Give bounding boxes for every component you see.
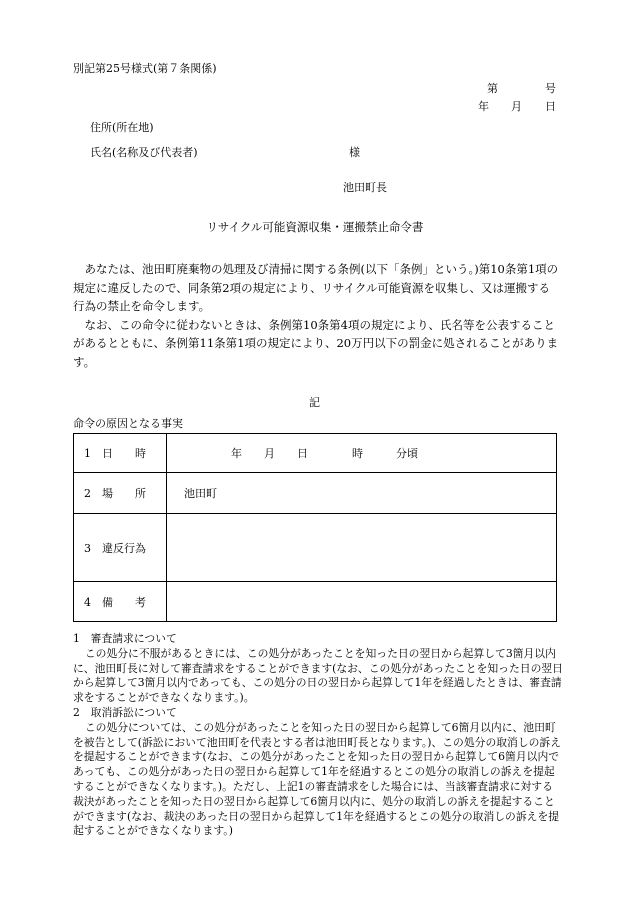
note-text-lawsuit: この処分については、この処分があったことを知った日の翌日から起算して6箇月以内に、池田町を被告として(訴訟において池田町を代表とする者は池田町長となります。)、この処分の取消しの訴えを提起することができます(なお、この処分があったことを知った日の翌日から起算して6箇月以内であっても、この処分があった日の翌日から起算して1年を経過するとこの処分の取消しの訴えを提起することができなくなります。)。ただし、上記1の審査請求をした場合には、当該審査請求に対する裁決があったことを知った日の翌日から起算して6箇月以内に、処分の取消しの訴えを提起することができます(なお、裁決のあった日の翌日から起算して1年を経過するとこの処分の取消しの訴えを提起することができなくなります。) <box>73 720 562 838</box>
facts-row-datetime <box>74 434 557 473</box>
facts-label: 3 違反行為 <box>74 514 167 582</box>
honorific: 様 <box>349 146 360 159</box>
facts-label: 1 日 時 <box>74 434 167 473</box>
notes-section <box>73 632 563 839</box>
facts-row-remarks <box>74 582 557 622</box>
form-number: 別記第25号様式(第７条関係) <box>73 62 217 75</box>
date-month: 月 <box>511 100 522 113</box>
issuer: 池田町長 <box>343 181 387 194</box>
body-paragraph-2: なお、この命令に従わないときは、条例第10条第4項の規定により、氏名等を公表することがあるとともに、条例第11条第1項の規定により、20万円以下の罰金に処されることがあります。 <box>73 317 559 369</box>
note-heading-appeal: 1 審査請求について <box>73 632 177 645</box>
facts-table <box>73 433 557 622</box>
facts-label: 4 備 考 <box>74 582 167 622</box>
facts-row-violation <box>74 514 557 582</box>
document-title: リサイクル可能資源収集・運搬禁止命令書 <box>206 220 424 234</box>
facts-label: 2 場 所 <box>74 473 167 514</box>
facts-row-place <box>74 473 557 514</box>
note-text-appeal: この処分に不服があるときには、この処分があったことを知った日の翌日から起算して3箇月以内に、池田町長に対して審査請求をすることができます(なお、この処分があったことを知った日の翌日から起算して3箇月以内であっても、この処分の日の翌日から起算して1年を経過したときは、審査請求をすることができなくなります。)。 <box>73 646 563 705</box>
date-day: 日 <box>545 100 556 113</box>
facts-heading: 命令の原因となる事実 <box>73 417 183 430</box>
document-number-prefix: 第 <box>487 82 498 95</box>
facts-value: 年 月 日 時 分頃 <box>167 434 557 473</box>
document-number-suffix: 号 <box>545 82 556 95</box>
note-heading-lawsuit: 2 取消訴訟について <box>73 705 177 719</box>
facts-value: 池田町 <box>167 473 557 514</box>
ki-heading: 記 <box>309 396 320 409</box>
body-text <box>73 260 561 371</box>
name-label: 氏名(名称及び代表者) <box>90 146 198 159</box>
date-year: 年 <box>478 100 489 113</box>
address-label: 住所(所在地) <box>90 121 154 134</box>
facts-value <box>167 514 557 582</box>
facts-value <box>167 582 557 622</box>
body-paragraph-1: あなたは、池田町廃棄物の処理及び清掃に関する条例(以下「条例」という。)第10条第1項の規定に違反したので、同条第2項の規定により、リサイクル可能資源を収集し、又は運搬する行為の禁止を命令します。 <box>73 262 559 313</box>
